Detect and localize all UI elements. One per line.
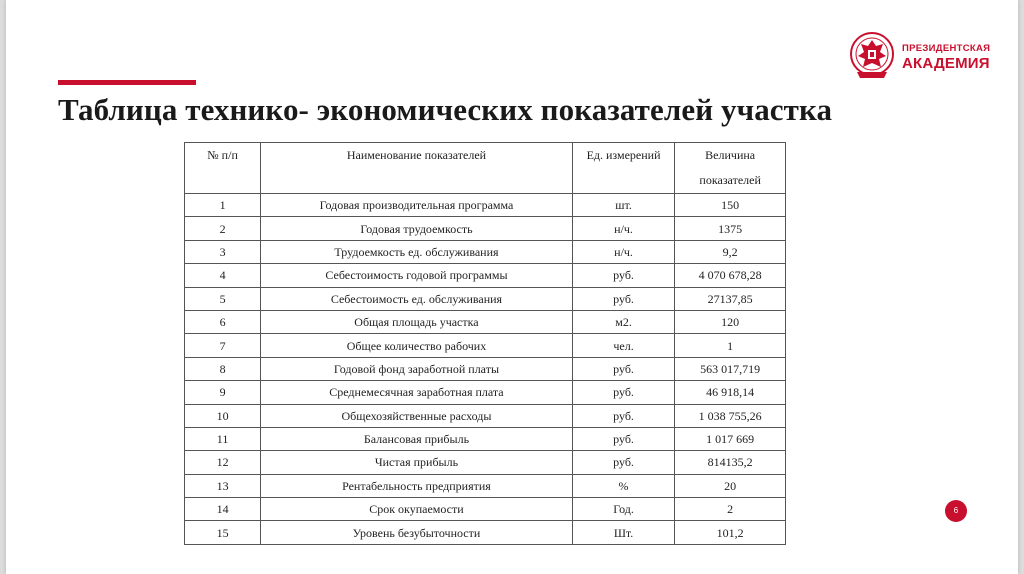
cell-unit: н/ч. — [572, 217, 675, 240]
academy-logo — [848, 30, 991, 90]
cell-number: 1 — [185, 194, 261, 217]
cell-indicator-name: Годовая производительная программа — [261, 194, 573, 217]
cell-value: 1 017 669 — [675, 427, 786, 450]
cell-unit: чел. — [572, 334, 675, 357]
table-row — [185, 264, 786, 287]
slide — [6, 0, 1018, 574]
cell-number: 6 — [185, 310, 261, 333]
cell-value: 1 — [675, 334, 786, 357]
cell-indicator-name: Общее количество рабочих — [261, 334, 573, 357]
cell-unit: Шт. — [572, 521, 675, 544]
cell-indicator-name: Рентабельность предприятия — [261, 474, 573, 497]
table-row — [185, 381, 786, 404]
cell-unit: руб. — [572, 264, 675, 287]
header-value: Величина показателей — [675, 143, 786, 194]
cell-value: 814135,2 — [675, 451, 786, 474]
title-accent-bar — [58, 80, 196, 85]
cell-value: 9,2 — [675, 240, 786, 263]
cell-unit: руб. — [572, 404, 675, 427]
indicators-table — [184, 142, 786, 545]
cell-indicator-name: Годовая трудоемкость — [261, 217, 573, 240]
cell-number: 11 — [185, 427, 261, 450]
cell-indicator-name: Трудоемкость ед. обслуживания — [261, 240, 573, 263]
table-row — [185, 498, 786, 521]
cell-indicator-name: Общая площадь участка — [261, 310, 573, 333]
logo-text-main: АКАДЕМИЯ — [902, 55, 990, 72]
cell-indicator-name: Годовой фонд заработной платы — [261, 357, 573, 380]
table-row — [185, 521, 786, 544]
cell-value: 20 — [675, 474, 786, 497]
cell-number: 3 — [185, 240, 261, 263]
table-row — [185, 357, 786, 380]
table-row — [185, 287, 786, 310]
cell-unit: % — [572, 474, 675, 497]
header-unit: Ед. измерений — [572, 143, 675, 194]
table-row — [185, 240, 786, 263]
table-row — [185, 474, 786, 497]
cell-value: 46 918,14 — [675, 381, 786, 404]
cell-indicator-name: Себестоимость годовой программы — [261, 264, 573, 287]
cell-indicator-name: Чистая прибыль — [261, 451, 573, 474]
table-row — [185, 451, 786, 474]
cell-value: 2 — [675, 498, 786, 521]
cell-value: 101,2 — [675, 521, 786, 544]
table-row — [185, 427, 786, 450]
cell-number: 12 — [185, 451, 261, 474]
table-row — [185, 404, 786, 427]
table-body — [185, 194, 786, 545]
table-row — [185, 194, 786, 217]
cell-number: 7 — [185, 334, 261, 357]
cell-indicator-name: Балансовая прибыль — [261, 427, 573, 450]
cell-value: 1375 — [675, 217, 786, 240]
cell-unit: руб. — [572, 381, 675, 404]
cell-unit: Год. — [572, 498, 675, 521]
cell-number: 4 — [185, 264, 261, 287]
slide-title: Таблица технико- экономических показателей участка — [58, 92, 833, 127]
cell-unit: шт. — [572, 194, 675, 217]
logo-text-top: ПРЕЗИДЕНТСКАЯ — [902, 43, 991, 54]
eagle-emblem-icon — [848, 30, 896, 82]
table-header-row — [185, 143, 786, 194]
page-number-badge: 6 — [945, 500, 967, 522]
table-row — [185, 217, 786, 240]
header-indicator-name: Наименование показателей — [261, 143, 573, 194]
cell-number: 5 — [185, 287, 261, 310]
cell-value: 150 — [675, 194, 786, 217]
cell-number: 15 — [185, 521, 261, 544]
cell-unit: н/ч. — [572, 240, 675, 263]
cell-value: 120 — [675, 310, 786, 333]
header-number: № п/п — [185, 143, 261, 194]
cell-indicator-name: Уровень безубыточности — [261, 521, 573, 544]
cell-number: 9 — [185, 381, 261, 404]
cell-number: 13 — [185, 474, 261, 497]
cell-indicator-name: Среднемесячная заработная плата — [261, 381, 573, 404]
cell-unit: руб. — [572, 427, 675, 450]
cell-value: 27137,85 — [675, 287, 786, 310]
cell-indicator-name: Общехозяйственные расходы — [261, 404, 573, 427]
cell-value: 4 070 678,28 — [675, 264, 786, 287]
cell-number: 8 — [185, 357, 261, 380]
table-row — [185, 310, 786, 333]
cell-number: 14 — [185, 498, 261, 521]
cell-indicator-name: Срок окупаемости — [261, 498, 573, 521]
cell-value: 563 017,719 — [675, 357, 786, 380]
cell-indicator-name: Себестоимость ед. обслуживания — [261, 287, 573, 310]
cell-unit: руб. — [572, 287, 675, 310]
cell-value: 1 038 755,26 — [675, 404, 786, 427]
cell-number: 2 — [185, 217, 261, 240]
cell-unit: руб. — [572, 357, 675, 380]
cell-unit: руб. — [572, 451, 675, 474]
cell-unit: м2. — [572, 310, 675, 333]
cell-number: 10 — [185, 404, 261, 427]
table-row — [185, 334, 786, 357]
